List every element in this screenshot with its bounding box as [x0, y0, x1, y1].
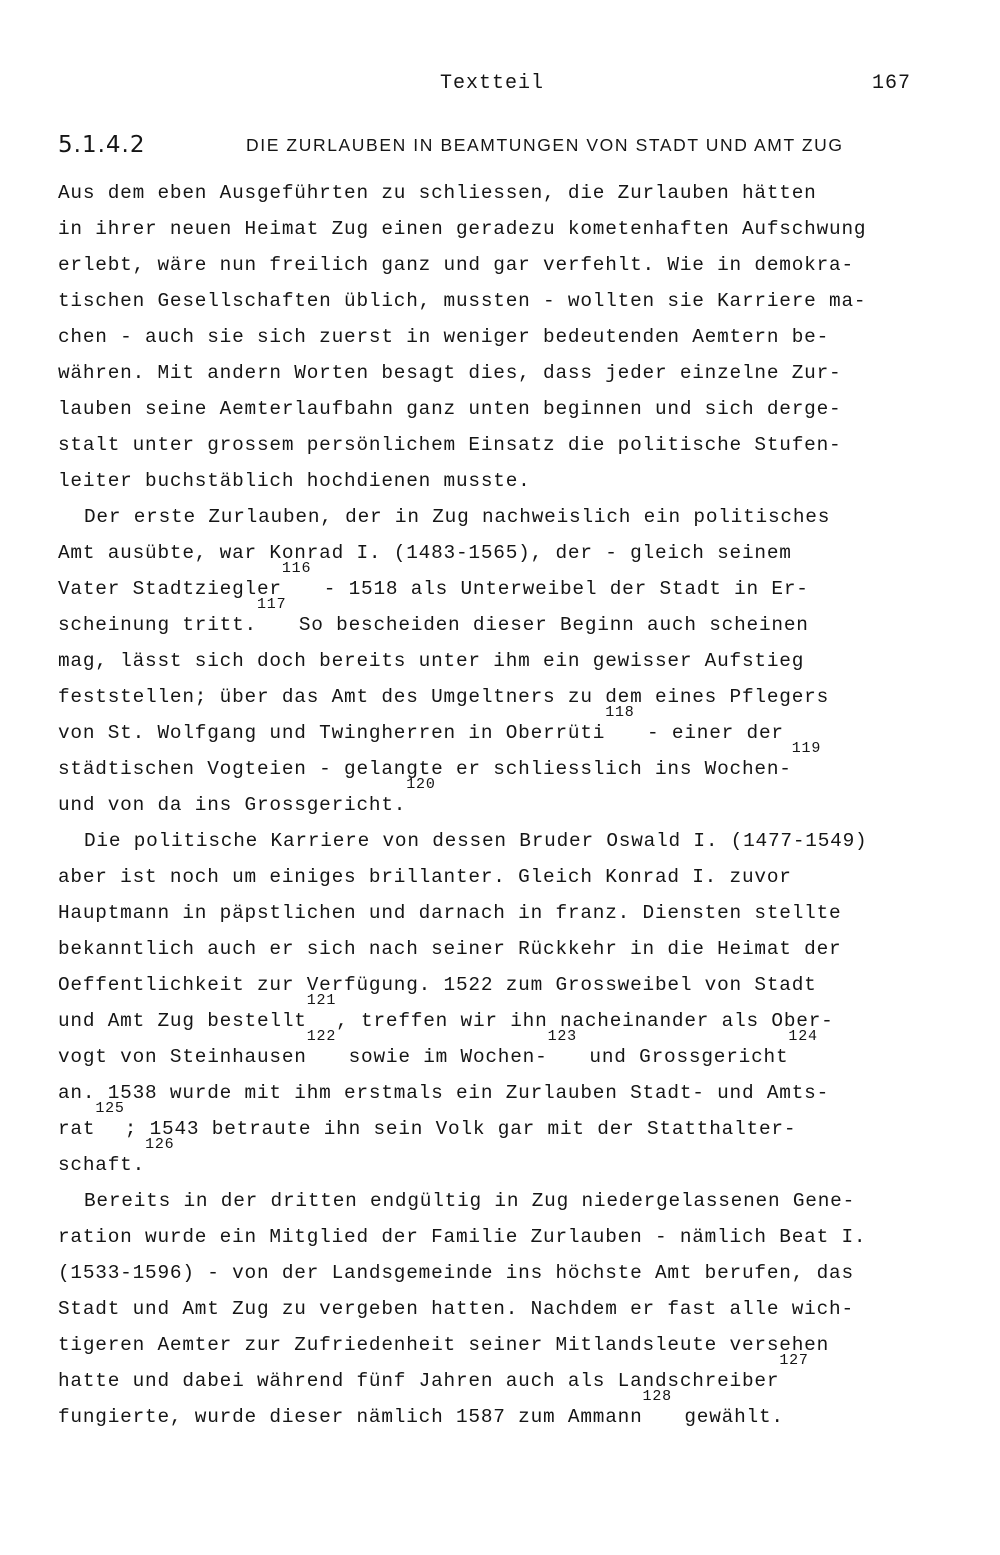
text-run: lauben seine Aemterlaufbahn ganz unten beginnen und sich derge- [58, 398, 842, 420]
text-run: in ihrer neuen Heimat Zug einen geradezu kometenhaften Aufschwung [58, 218, 867, 240]
text-run: leiter buchstäblich hochdienen musste. [58, 470, 531, 492]
text-run: Vater Stadtziegler [58, 578, 282, 600]
text-run: städtischen Vogteien - gelangte er schliesslich ins Wochen- [58, 758, 792, 780]
text-line [58, 643, 988, 679]
text-line [58, 247, 988, 283]
text-run: scheinung tritt. [58, 614, 257, 636]
text-run: erlebt, wäre nun freilich ganz und gar verfehlt. Wie in demokra- [58, 254, 854, 276]
text-run: und von da ins Grossgericht. [58, 794, 407, 816]
footnote-reference[interactable]: 126 [145, 1135, 175, 1153]
text-run: chen - auch sie sich zuerst in weniger bedeutenden Aemtern be- [58, 326, 830, 348]
text-run: Stadt und Amt Zug zu vergeben hatten. Nachdem er fast alle wich- [58, 1298, 854, 1320]
text-run: mag, lässt sich doch bereits unter ihm ein gewisser Aufstieg [58, 650, 805, 672]
text-run: an. 1538 wurde mit ihm erstmals ein Zurlauben Stadt- und Amts- [58, 1082, 830, 1104]
text-run: bekanntlich auch er sich nach seiner Rückkehr in die Heimat der [58, 938, 842, 960]
text-line [58, 355, 988, 391]
text-line [58, 739, 988, 787]
running-head-title: Textteil [440, 72, 545, 95]
text-line [58, 283, 988, 319]
text-run: vogt von Steinhausen [58, 1046, 307, 1068]
text-run: schaft. [58, 1154, 146, 1176]
page-number: 167 [872, 72, 912, 95]
text-line [58, 775, 988, 823]
text-run: von St. Wolfgang und Twingherren in Oberrüti [58, 722, 606, 744]
text-run: - einer der [634, 722, 784, 744]
text-line [58, 895, 988, 931]
footnote-reference[interactable]: 122 [306, 1027, 337, 1045]
text-run: tischen Gesellschaften üblich, mussten - wollten sie Karriere ma- [58, 290, 867, 312]
body-text [58, 175, 988, 1435]
text-run: stalt unter grossem persönlichem Einsatz die politische Stufen- [58, 434, 842, 456]
text-line [58, 595, 988, 643]
footnote-reference[interactable]: 118 [605, 703, 635, 721]
text-run: rat [58, 1118, 96, 1140]
text-line [58, 967, 988, 1003]
text-line [58, 1219, 988, 1255]
text-run: Bereits in der dritten endgültig in Zug niedergelassenen Gene- [84, 1190, 856, 1212]
text-line [58, 1291, 988, 1327]
text-line [58, 823, 988, 859]
text-run: ; 1543 betraute ihn sein Volk gar mit der Statthalter- [124, 1118, 797, 1140]
text-line [58, 211, 988, 247]
text-run: fungierte, wurde dieser nämlich 1587 zum Ammann [58, 1406, 643, 1428]
text-run: aber ist noch um einiges brillanter. Gleich Konrad I. zuvor [58, 866, 792, 888]
text-run: und Amt Zug bestellt [58, 1010, 307, 1032]
footnote-reference[interactable]: 116 [281, 559, 312, 577]
text-line [58, 1075, 988, 1111]
text-run: ration wurde ein Mitglied der Familie Zurlauben - nämlich Beat I. [58, 1226, 867, 1248]
text-run: - 1518 als Unterweibel der Stadt in Er- [311, 578, 809, 600]
text-line [58, 559, 988, 607]
text-line [58, 679, 988, 715]
text-line [58, 703, 988, 751]
text-line [58, 427, 988, 463]
text-run: (1533-1596) - von der Landsgemeinde ins höchste Amt berufen, das [58, 1262, 854, 1284]
text-line [58, 1027, 988, 1075]
text-run: Der erste Zurlauben, der in Zug nachweislich ein politisches [84, 506, 831, 528]
text-run: währen. Mit andern Worten besagt dies, dass jeder einzelne Zur- [58, 362, 842, 384]
text-line [58, 499, 988, 535]
text-line [58, 319, 988, 355]
text-run: Aus dem eben Ausgeführten zu schliessen, die Zurlauben hätten [58, 182, 817, 204]
text-run: hatte und dabei während fünf Jahren auch als Landschreiber [58, 1370, 780, 1392]
text-line [58, 463, 988, 499]
paragraph [58, 175, 988, 499]
text-line [58, 931, 988, 967]
text-line [58, 1351, 988, 1399]
footnote-reference[interactable]: 117 [256, 595, 287, 613]
section-number: 5.1.4.2 [58, 132, 146, 158]
footnote-reference[interactable]: 123 [547, 1027, 577, 1045]
text-run: So bescheiden dieser Beginn auch scheinen [286, 614, 809, 636]
footnote-reference[interactable]: 119 [791, 739, 822, 757]
section-title: DIE ZURLAUBEN IN BEAMTUNGEN VON STADT UND AMT ZUG [246, 135, 844, 155]
text-run: Die politische Karriere von dessen Bruder Oswald I. (1477-1549) [84, 830, 868, 852]
text-line [58, 1255, 988, 1291]
footnote-reference[interactable]: 128 [642, 1387, 672, 1405]
text-run: Hauptmann in päpstlichen und darnach in franz. Diensten stellte [58, 902, 842, 924]
text-run: tigeren Aemter zur Zufriedenheit seiner Mitlandsleute versehen [58, 1334, 830, 1356]
footnote-reference[interactable]: 125 [95, 1099, 125, 1117]
text-line [58, 1183, 988, 1219]
text-line [58, 1135, 988, 1183]
text-run: Oeffentlichkeit zur Verfügung. 1522 zum Grossweibel von Stadt [58, 974, 817, 996]
text-line [58, 859, 988, 895]
text-line [58, 391, 988, 427]
footnote-reference[interactable]: 121 [306, 991, 337, 1009]
text-line [58, 1099, 988, 1147]
text-run: sowie im Wochen- [336, 1046, 548, 1068]
footnote-reference[interactable]: 120 [406, 775, 436, 793]
footnote-reference[interactable]: 127 [779, 1351, 809, 1369]
paragraph [58, 499, 988, 823]
text-run: Amt ausübte, war Konrad I. (1483-1565), der - gleich seinem [58, 542, 792, 564]
text-run: gewählt. [671, 1406, 784, 1428]
paragraph [58, 823, 988, 1183]
text-run: , treffen wir ihn nacheinander als Ober- [336, 1010, 834, 1032]
text-run: und Grossgericht [576, 1046, 789, 1068]
paragraph [58, 1183, 988, 1435]
text-line [58, 1327, 988, 1363]
text-line [58, 175, 988, 211]
text-line [58, 991, 988, 1039]
text-line [58, 535, 988, 571]
text-run: feststellen; über das Amt des Umgeltners zu dem eines Pflegers [58, 686, 830, 708]
footnote-reference[interactable]: 124 [788, 1027, 818, 1045]
text-line [58, 1387, 988, 1435]
